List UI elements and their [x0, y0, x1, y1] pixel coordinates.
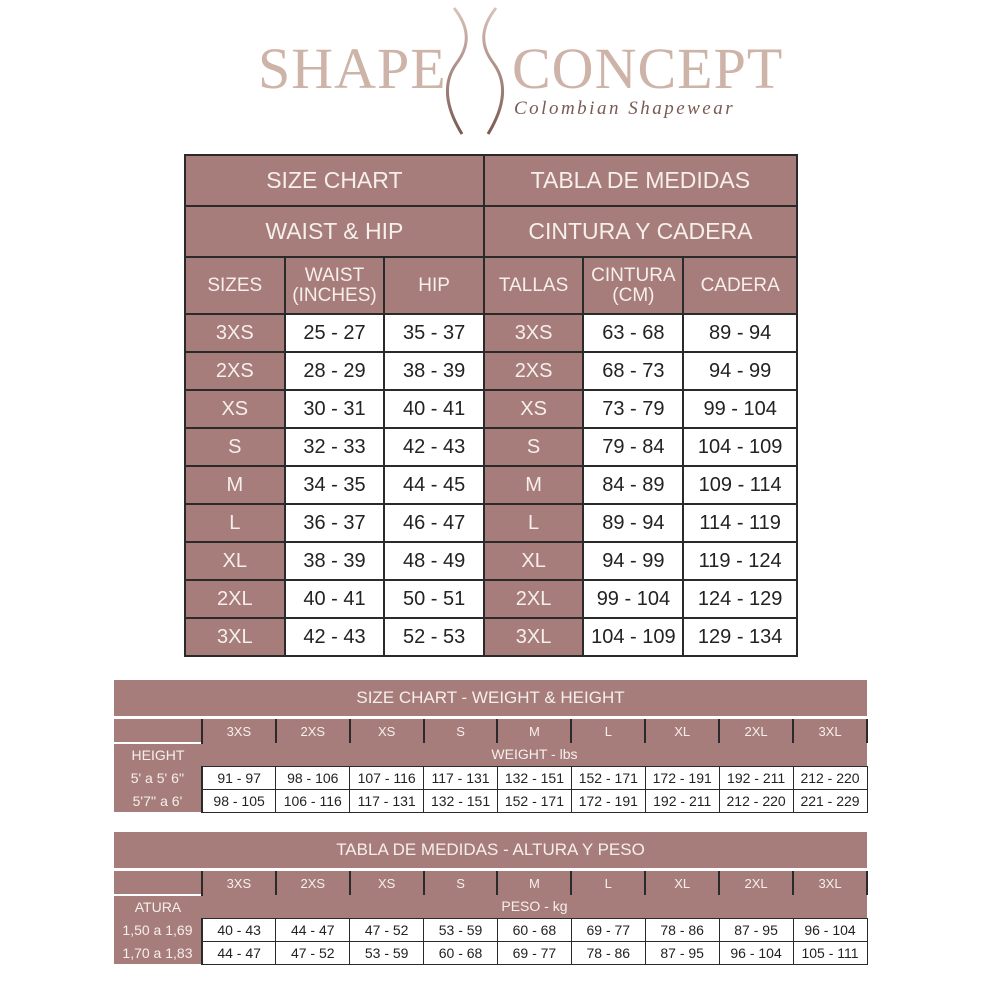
size-cell: XL: [185, 542, 285, 580]
hip-cell: 46 - 47: [384, 504, 483, 542]
table-row: [114, 918, 867, 941]
size-header-cell: L: [571, 718, 645, 744]
altura-row-header: ATURA: [114, 895, 202, 918]
talla-cell: L: [484, 504, 584, 542]
size-header-cell: 2XS: [276, 718, 350, 744]
subtitle-waist-hip: WAIST & HIP: [185, 206, 484, 257]
altura-table-title: TABLA DE MEDIDAS - ALTURA Y PESO: [114, 832, 867, 870]
cadera-cell: 129 - 134: [683, 618, 797, 656]
table-row: [114, 789, 867, 812]
size-cell: M: [185, 466, 285, 504]
waist-cell: 42 - 43: [285, 618, 385, 656]
cadera-cell: 109 - 114: [683, 466, 797, 504]
value-cell: 91 - 97: [202, 766, 276, 789]
table-row: [185, 580, 797, 618]
value-cell: 69 - 77: [571, 918, 645, 941]
hip-cell: 52 - 53: [384, 618, 483, 656]
hip-cell: 50 - 51: [384, 580, 483, 618]
value-cell: 221 - 229: [793, 789, 867, 812]
value-cell: 47 - 52: [350, 918, 424, 941]
size-header-cell: 3XL: [793, 718, 867, 744]
logo-word-concept: CONCEPT: [512, 36, 784, 101]
value-cell: 152 - 171: [571, 766, 645, 789]
cintura-cell: 63 - 68: [583, 314, 683, 352]
table-row: [185, 352, 797, 390]
size-header-cell: 3XS: [202, 718, 276, 744]
value-cell: 60 - 68: [497, 918, 571, 941]
talla-cell: 2XL: [484, 580, 584, 618]
value-cell: 152 - 171: [497, 789, 571, 812]
row-label-cell: 5'7'' a 6': [114, 789, 202, 812]
waist-hip-size-table: [184, 154, 798, 657]
col-header-waist: WAIST (INCHES): [285, 257, 385, 314]
size-header-cell: L: [571, 870, 645, 896]
table-row: [114, 941, 867, 964]
value-cell: 132 - 151: [497, 766, 571, 789]
waist-cell: 25 - 27: [285, 314, 385, 352]
hip-cell: 38 - 39: [384, 352, 483, 390]
table-row: [185, 618, 797, 656]
table-row: [185, 390, 797, 428]
value-cell: 96 - 104: [793, 918, 867, 941]
blank-corner: [114, 870, 202, 896]
cintura-cell: 84 - 89: [583, 466, 683, 504]
logo-word-shape: SHAPE: [258, 36, 447, 101]
size-header-cell: M: [497, 870, 571, 896]
size-cell: XS: [185, 390, 285, 428]
value-cell: 87 - 95: [719, 918, 793, 941]
size-cell: 2XL: [185, 580, 285, 618]
value-cell: 132 - 151: [424, 789, 498, 812]
talla-cell: M: [484, 466, 584, 504]
waist-cell: 30 - 31: [285, 390, 385, 428]
value-cell: 78 - 86: [571, 941, 645, 964]
size-cell: S: [185, 428, 285, 466]
value-cell: 69 - 77: [497, 941, 571, 964]
size-cell: 3XL: [185, 618, 285, 656]
subtitle-cintura-cadera: CINTURA Y CADERA: [484, 206, 797, 257]
value-cell: 117 - 131: [350, 789, 424, 812]
value-cell: 192 - 211: [645, 789, 719, 812]
hip-cell: 48 - 49: [384, 542, 483, 580]
value-cell: 107 - 116: [350, 766, 424, 789]
waist-cell: 36 - 37: [285, 504, 385, 542]
weight-unit-label: WEIGHT - lbs: [202, 743, 867, 766]
table-row: [185, 542, 797, 580]
cintura-cell: 104 - 109: [583, 618, 683, 656]
table-row: [185, 504, 797, 542]
talla-cell: 3XL: [484, 618, 584, 656]
col-header-cadera: CADERA: [683, 257, 797, 314]
body-silhouette-icon: [440, 6, 510, 136]
cintura-cell: 73 - 79: [583, 390, 683, 428]
hip-cell: 44 - 45: [384, 466, 483, 504]
size-header-cell: M: [497, 718, 571, 744]
waist-cell: 40 - 41: [285, 580, 385, 618]
talla-cell: S: [484, 428, 584, 466]
hip-cell: 40 - 41: [384, 390, 483, 428]
hip-cell: 42 - 43: [384, 428, 483, 466]
size-header-cell: 3XS: [202, 870, 276, 896]
peso-unit-label: PESO - kg: [202, 895, 867, 918]
value-cell: 87 - 95: [645, 941, 719, 964]
row-label-cell: 1,50 a 1,69: [114, 918, 202, 941]
col-header-tallas: TALLAS: [484, 257, 584, 314]
waist-cell: 34 - 35: [285, 466, 385, 504]
value-cell: 47 - 52: [276, 941, 350, 964]
value-cell: 53 - 59: [350, 941, 424, 964]
size-header-cell: XS: [350, 870, 424, 896]
cintura-cell: 68 - 73: [583, 352, 683, 390]
table-row: [114, 766, 867, 789]
value-cell: 78 - 86: [645, 918, 719, 941]
col-header-hip: HIP: [384, 257, 483, 314]
row-label-cell: 5' a 5' 6'': [114, 766, 202, 789]
logo-tagline: Colombian Shapewear: [514, 98, 736, 119]
title-size-chart: SIZE CHART: [185, 155, 484, 206]
cadera-cell: 94 - 99: [683, 352, 797, 390]
size-header-cell: 2XS: [276, 870, 350, 896]
value-cell: 192 - 211: [719, 766, 793, 789]
value-cell: 98 - 105: [202, 789, 276, 812]
size-header-cell: 3XL: [793, 870, 867, 896]
size-header-cell: 2XL: [719, 870, 793, 896]
value-cell: 96 - 104: [719, 941, 793, 964]
size-cell: L: [185, 504, 285, 542]
size-cell: 3XS: [185, 314, 285, 352]
size-header-cell: XL: [645, 718, 719, 744]
weight-height-table: [114, 680, 868, 813]
waist-cell: 38 - 39: [285, 542, 385, 580]
value-cell: 40 - 43: [202, 918, 276, 941]
brand-logo: [0, 0, 1000, 140]
talla-cell: XL: [484, 542, 584, 580]
value-cell: 44 - 47: [276, 918, 350, 941]
blank-corner: [114, 718, 202, 744]
cintura-cell: 99 - 104: [583, 580, 683, 618]
col-header-sizes: SIZES: [185, 257, 285, 314]
talla-cell: 2XS: [484, 352, 584, 390]
value-cell: 212 - 220: [719, 789, 793, 812]
cintura-cell: 94 - 99: [583, 542, 683, 580]
value-cell: 98 - 106: [276, 766, 350, 789]
cintura-cell: 79 - 84: [583, 428, 683, 466]
cadera-cell: 114 - 119: [683, 504, 797, 542]
value-cell: 117 - 131: [424, 766, 498, 789]
size-header-cell: S: [424, 870, 498, 896]
title-tabla-de-medidas: TABLA DE MEDIDAS: [484, 155, 797, 206]
cadera-cell: 104 - 109: [683, 428, 797, 466]
value-cell: 212 - 220: [793, 766, 867, 789]
height-row-header: HEIGHT: [114, 743, 202, 766]
waist-cell: 32 - 33: [285, 428, 385, 466]
talla-cell: 3XS: [484, 314, 584, 352]
size-header-cell: S: [424, 718, 498, 744]
cadera-cell: 99 - 104: [683, 390, 797, 428]
value-cell: 172 - 191: [571, 789, 645, 812]
value-cell: 172 - 191: [645, 766, 719, 789]
value-cell: 106 - 116: [276, 789, 350, 812]
cadera-cell: 119 - 124: [683, 542, 797, 580]
value-cell: 53 - 59: [424, 918, 498, 941]
value-cell: 105 - 111: [793, 941, 867, 964]
cintura-cell: 89 - 94: [583, 504, 683, 542]
cadera-cell: 124 - 129: [683, 580, 797, 618]
altura-peso-table: [114, 832, 868, 965]
table-row: [185, 428, 797, 466]
hip-cell: 35 - 37: [384, 314, 483, 352]
size-header-cell: XL: [645, 870, 719, 896]
size-cell: 2XS: [185, 352, 285, 390]
cadera-cell: 89 - 94: [683, 314, 797, 352]
col-header-cintura: CINTURA (CM): [583, 257, 683, 314]
size-header-cell: 2XL: [719, 718, 793, 744]
weight-table-title: SIZE CHART - WEIGHT & HEIGHT: [114, 680, 867, 718]
talla-cell: XS: [484, 390, 584, 428]
size-header-cell: XS: [350, 718, 424, 744]
value-cell: 60 - 68: [424, 941, 498, 964]
table-row: [185, 314, 797, 352]
table-row: [185, 466, 797, 504]
waist-cell: 28 - 29: [285, 352, 385, 390]
row-label-cell: 1,70 a 1,83: [114, 941, 202, 964]
value-cell: 44 - 47: [202, 941, 276, 964]
